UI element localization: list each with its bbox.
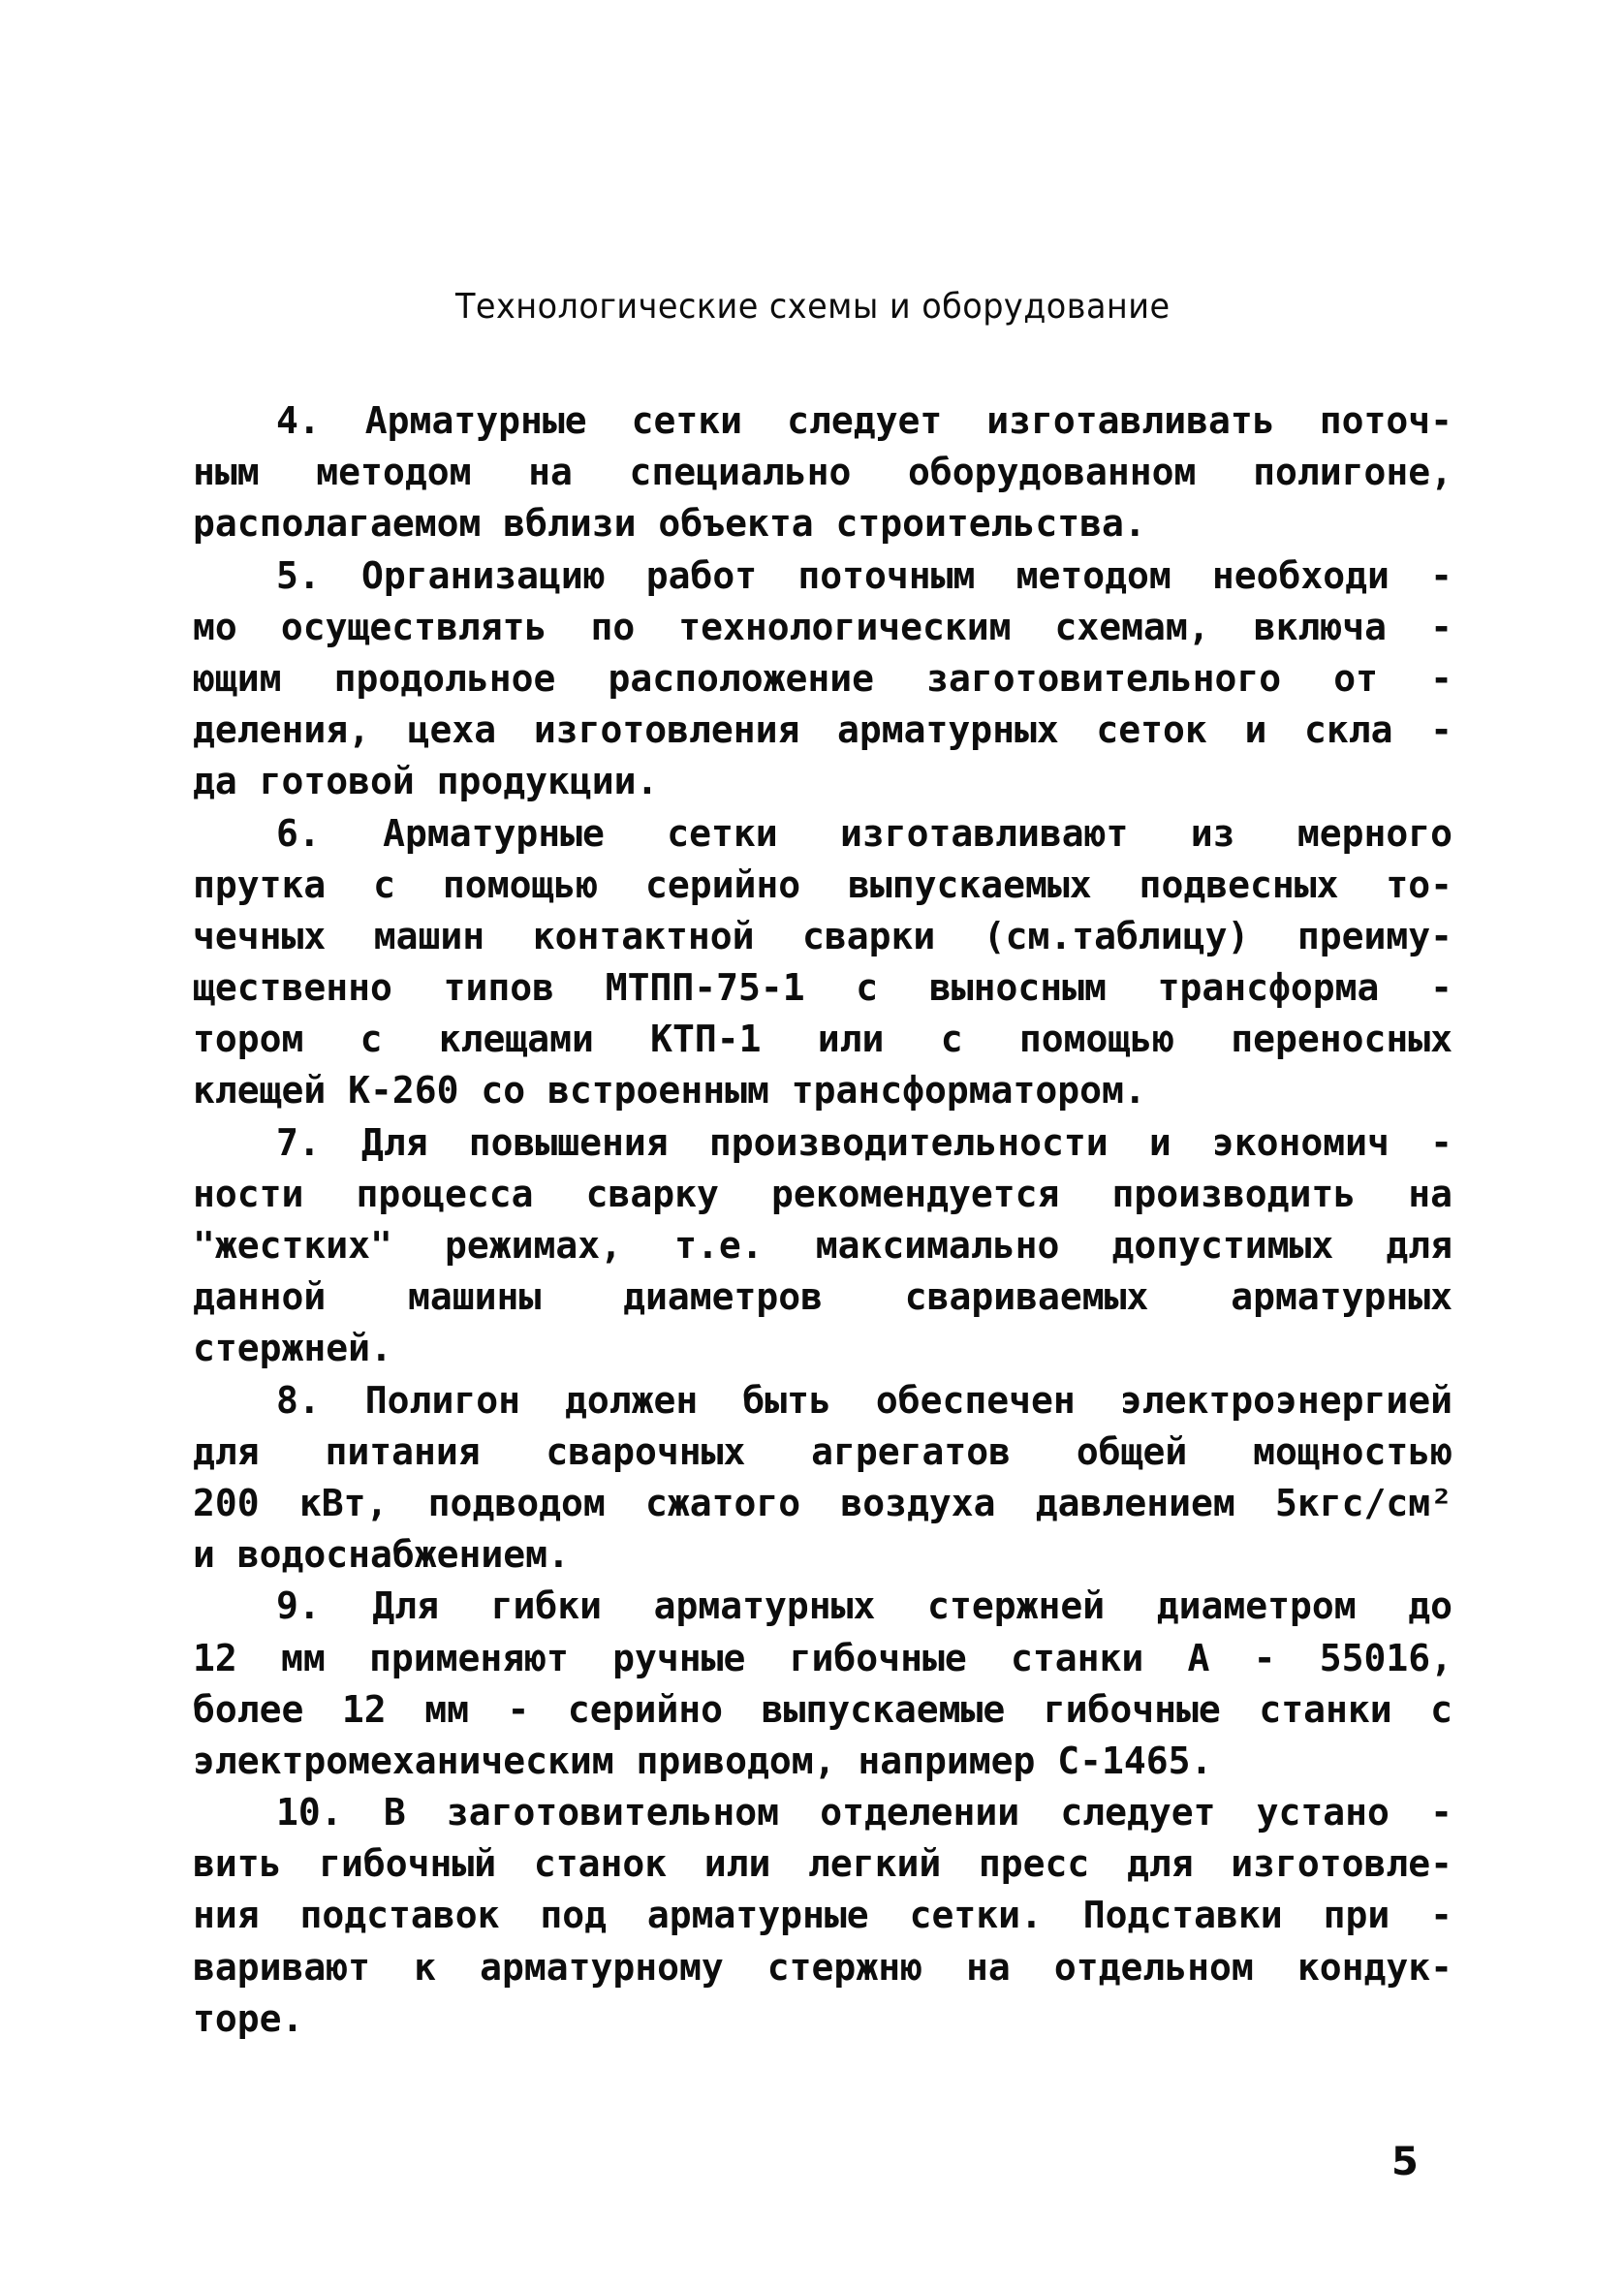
paragraph-4-line-1: 4. Арматурные сетки следует изготавливать поточ- — [276, 399, 1452, 442]
paragraph-10-line-2: вить гибочный станок или легкий пресс для изготовле- — [193, 1842, 1452, 1886]
paragraph-9-line-2: 12 мм применяют ручные гибочные станки А - 55016, — [193, 1636, 1452, 1679]
paragraph-5-line-5: да готовой продукции. — [193, 760, 659, 803]
paragraph-4-line-2: ным методом на специально оборудованном полигоне, — [193, 451, 1452, 494]
paragraph-7-line-4: данной машины диаметров свариваемых арматурных — [193, 1275, 1452, 1319]
paragraph-6-line-4: щественно типов МТПП-75-1 с выносным трансформа - — [193, 966, 1452, 1010]
paragraph-7-line-5: стержней. — [193, 1327, 392, 1370]
paragraph-8-line-1: 8. Полигон должен быть обеспечен электроэнергией — [276, 1378, 1452, 1422]
paragraph-8-line-3: 200 кВт, подводом сжатого воздуха давлением 5кгс/см² — [193, 1481, 1452, 1524]
paragraph-4-line-3: располагаемом вблизи объекта строительства. — [193, 502, 1146, 546]
paragraph-6-line-3: чечных машин контактной сварки (см.таблицу) преиму- — [193, 914, 1452, 957]
paragraph-9-line-4: электромеханическим приводом, например С-1465. — [193, 1739, 1213, 1782]
paragraph-6-line-2: прутка с помощью серийно выпускаемых подвесных то- — [193, 862, 1452, 906]
page-number: 5 — [1391, 2140, 1419, 2184]
paragraph-6-line-6: клещей К-260 со встроенным трансформатором. — [193, 1069, 1146, 1113]
paragraph-5-line-3: ющим продольное расположение заготовительного от - — [193, 656, 1452, 700]
paragraph-10-line-4: варивают к арматурному стержню на отдельном кондук- — [193, 1945, 1452, 1989]
paragraph-7-line-2: ности процесса сварку рекомендуется производить на — [193, 1172, 1452, 1215]
paragraph-5-line-1: 5. Организацию работ поточным методом необходи - — [276, 553, 1452, 597]
paragraph-8-line-4: и водоснабжением. — [193, 1533, 570, 1577]
paragraph-10-line-3: ния подставок под арматурные сетки. Подставки при - — [193, 1894, 1452, 1937]
paragraph-8-line-2: для питания сварочных агрегатов общей мощностью — [193, 1429, 1452, 1473]
body-text — [193, 395, 1452, 2045]
paragraph-9-line-1: 9. Для гибки арматурных стержней диаметром до — [276, 1584, 1452, 1628]
paragraph-6-line-5: тором с клещами КТП-1 или с помощью переносных — [193, 1018, 1452, 1061]
paragraph-5-line-4: деления, цеха изготовления арматурных сеток и скла - — [193, 708, 1452, 752]
paragraph-7-line-1: 7. Для повышения производительности и экономич - — [276, 1120, 1452, 1164]
paragraph-6-line-1: 6. Арматурные сетки изготавливают из мерного — [276, 811, 1452, 855]
section-heading: Технологические схемы и оборудование — [455, 287, 1171, 327]
paragraph-7-line-3: "жестких" режимах, т.е. максимально допустимых для — [193, 1224, 1452, 1267]
paragraph-9-line-3: более 12 мм - серийно выпускаемые гибочные станки с — [193, 1687, 1452, 1731]
paragraph-10-line-1: 10. В заготовительном отделении следует устано - — [276, 1791, 1452, 1834]
paragraph-5-line-2: мо осуществлять по технологическим схемам, включа - — [193, 605, 1452, 648]
paragraph-10-line-5: торе. — [193, 1996, 304, 2040]
